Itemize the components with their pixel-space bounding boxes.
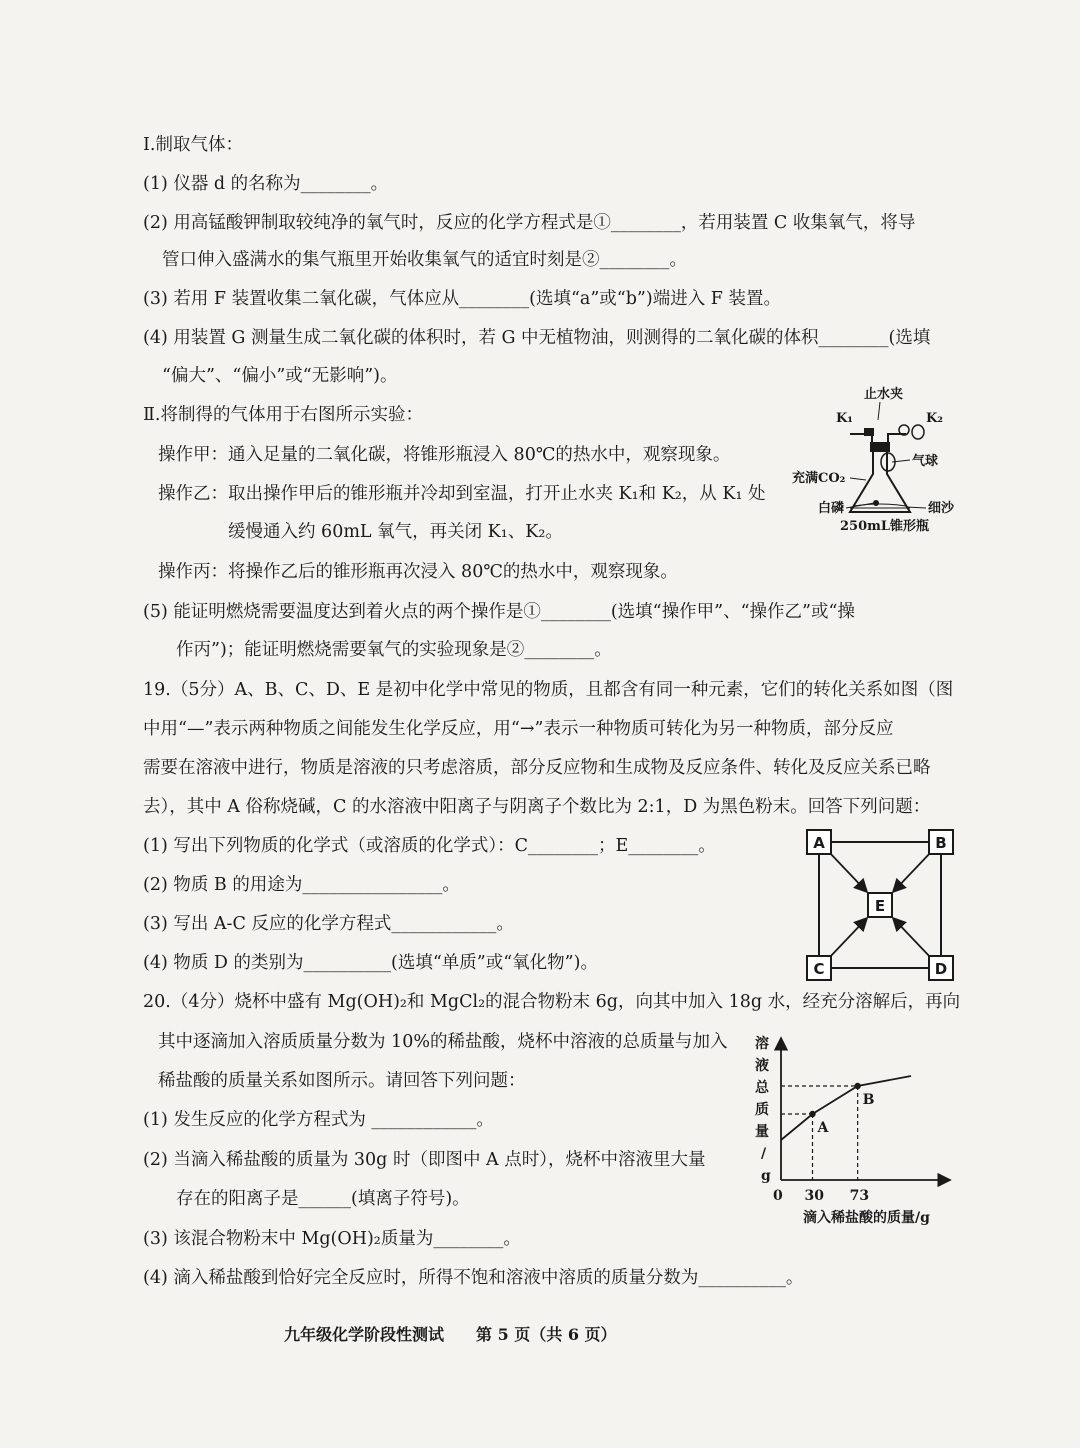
clamp-label: 止水夹	[864, 387, 904, 402]
question-20-line: 20.（4分）烧杯中盛有 Mg(OH)₂和 MgCl₂的混合物粉末 6g，向其中加入 18g 水，经充分溶解后，再向	[143, 992, 961, 1012]
question-19-line: 去），其中 A 俗称烧碱，C 的水溶液中阳离子与阴离子个数比为 2:1，D 为黑色粉末。回答下列问题：	[143, 797, 931, 817]
question-20-line: 存在的阳离子是______(填离子符号)。	[176, 1189, 470, 1209]
y-axis-label: 溶液总质量/ g	[755, 1036, 771, 1184]
x-tick-label: 30	[804, 1188, 824, 1204]
question-line: (5) 能证明燃烧需要温度达到着火点的两个操作是①________(选填“操作甲”、“操作乙”或“操	[143, 602, 855, 622]
question-20-line: (4) 滴入稀盐酸到恰好完全反应时，所得不饱和溶液中溶质的质量分数为__________。	[143, 1268, 804, 1288]
node-c-label: C	[813, 960, 825, 978]
question-line: (3) 若用 F 装置收集二氧化碳，气体应从________(选填“a”或“b”)端进入 F 装置。	[143, 289, 781, 309]
question-19-line: (4) 物质 D 的类别为__________(选填“单质”或“氧化物”)。	[143, 953, 598, 973]
node-b-label: B	[935, 834, 947, 852]
section-i-heading: Ⅰ.制取气体：	[143, 135, 243, 155]
question-19-line: 中用“—”表示两种物质之间能发生化学反应，用“→”表示一种物质可转化为另一种物质，部分反应	[143, 719, 894, 739]
page-footer: 九年级化学阶段性测试 第 5 页（共 6 页）	[284, 1325, 617, 1344]
point-label-a: A	[817, 1120, 829, 1136]
question-19-line: 需要在溶液中进行，物质是溶液的只考虑溶质，部分反应物和生成物及反应条件、转化及反应关系已略	[143, 758, 931, 778]
question-20-line: (1) 发生反应的化学方程式为 ____________。	[143, 1110, 494, 1130]
point-b	[854, 1083, 860, 1089]
question-20-line: 其中逐滴加入溶质质量分数为 10%的稀盐酸，烧杯中溶液的总质量与加入	[158, 1032, 728, 1052]
node-a-label: A	[813, 834, 825, 852]
sand-label: 细沙	[928, 501, 955, 516]
question-20-line: (2) 当滴入稀盐酸的质量为 30g 时（即图中 A 点时），烧杯中溶液里大量	[143, 1150, 706, 1170]
question-line: 操作乙：取出操作甲后的锥形瓶并冷却到室温，打开止水夹 K₁和 K₂，从 K₁ 处	[158, 484, 766, 504]
gas-label: 充满CO₂	[792, 471, 846, 486]
question-line: (4) 用装置 G 测量生成二氧化碳的体积时，若 G 中无植物油，则测得的二氧化碳的体积________(选填	[143, 328, 931, 348]
question-20-line: (3) 该混合物粉末中 Mg(OH)₂质量为________。	[143, 1229, 521, 1249]
k2-label: K₂	[926, 411, 943, 426]
point-label-b: B	[862, 1092, 875, 1108]
question-line: 缓慢通入约 60mL 氧气，再关闭 K₁、K₂。	[228, 522, 563, 542]
question-19-line: (3) 写出 A-C 反应的化学方程式____________。	[143, 914, 514, 934]
substance-network-diagram	[795, 820, 965, 990]
question-19-line: (2) 物质 B 的用途为________________。	[143, 875, 460, 895]
question-line: (2) 用高锰酸钾制取较纯净的氧气时，反应的化学方程式是①________，若用装置 C 收集氧气，将导	[143, 213, 916, 233]
flask-apparatus-figure	[780, 378, 980, 538]
origin-label: 0	[773, 1188, 783, 1204]
question-line: 管口伸入盛满水的集气瓶里开始收集氧气的适宜时刻是②________。	[162, 250, 687, 270]
k1-label: K₁	[836, 411, 853, 426]
question-line: 操作甲：通入足量的二氧化碳，将锥形瓶浸入 80℃的热水中，观察现象。	[158, 445, 731, 465]
solution-mass-chart	[745, 1028, 960, 1233]
phosphorus-label: 白磷	[818, 501, 845, 516]
balloon-label: 气球	[912, 454, 939, 469]
flask-name-label: 250mL锥形瓶	[840, 519, 930, 534]
question-line: 作丙”)；能证明燃烧需要氧气的实验现象是②________。	[176, 640, 612, 660]
question-line: “偏大”、“偏小”或“无影响”)。	[162, 366, 398, 386]
x-tick-label: 73	[849, 1188, 870, 1204]
question-line: (1) 仪器 d 的名称为________。	[143, 174, 389, 194]
question-line: 操作丙：将操作乙后的锥形瓶再次浸入 80℃的热水中，观察现象。	[158, 562, 678, 582]
point-a	[809, 1111, 815, 1117]
question-19-line: (1) 写出下列物质的化学式（或溶质的化学式）：C________；E________。	[143, 836, 716, 856]
question-19-line: 19.（5分）A、B、C、D、E 是初中化学中常见的物质，且都含有同一种元素，它们的转化关系如图（图	[143, 680, 954, 700]
x-axis-label: 滴入稀盐酸的质量/g	[803, 1210, 930, 1226]
node-d-label: D	[934, 960, 948, 978]
node-e-label: E	[874, 897, 886, 915]
question-20-line: 稀盐酸的质量关系如图所示。请回答下列问题：	[158, 1071, 526, 1091]
section-ii-heading: Ⅱ.将制得的气体用于右图所示实验：	[143, 405, 423, 425]
